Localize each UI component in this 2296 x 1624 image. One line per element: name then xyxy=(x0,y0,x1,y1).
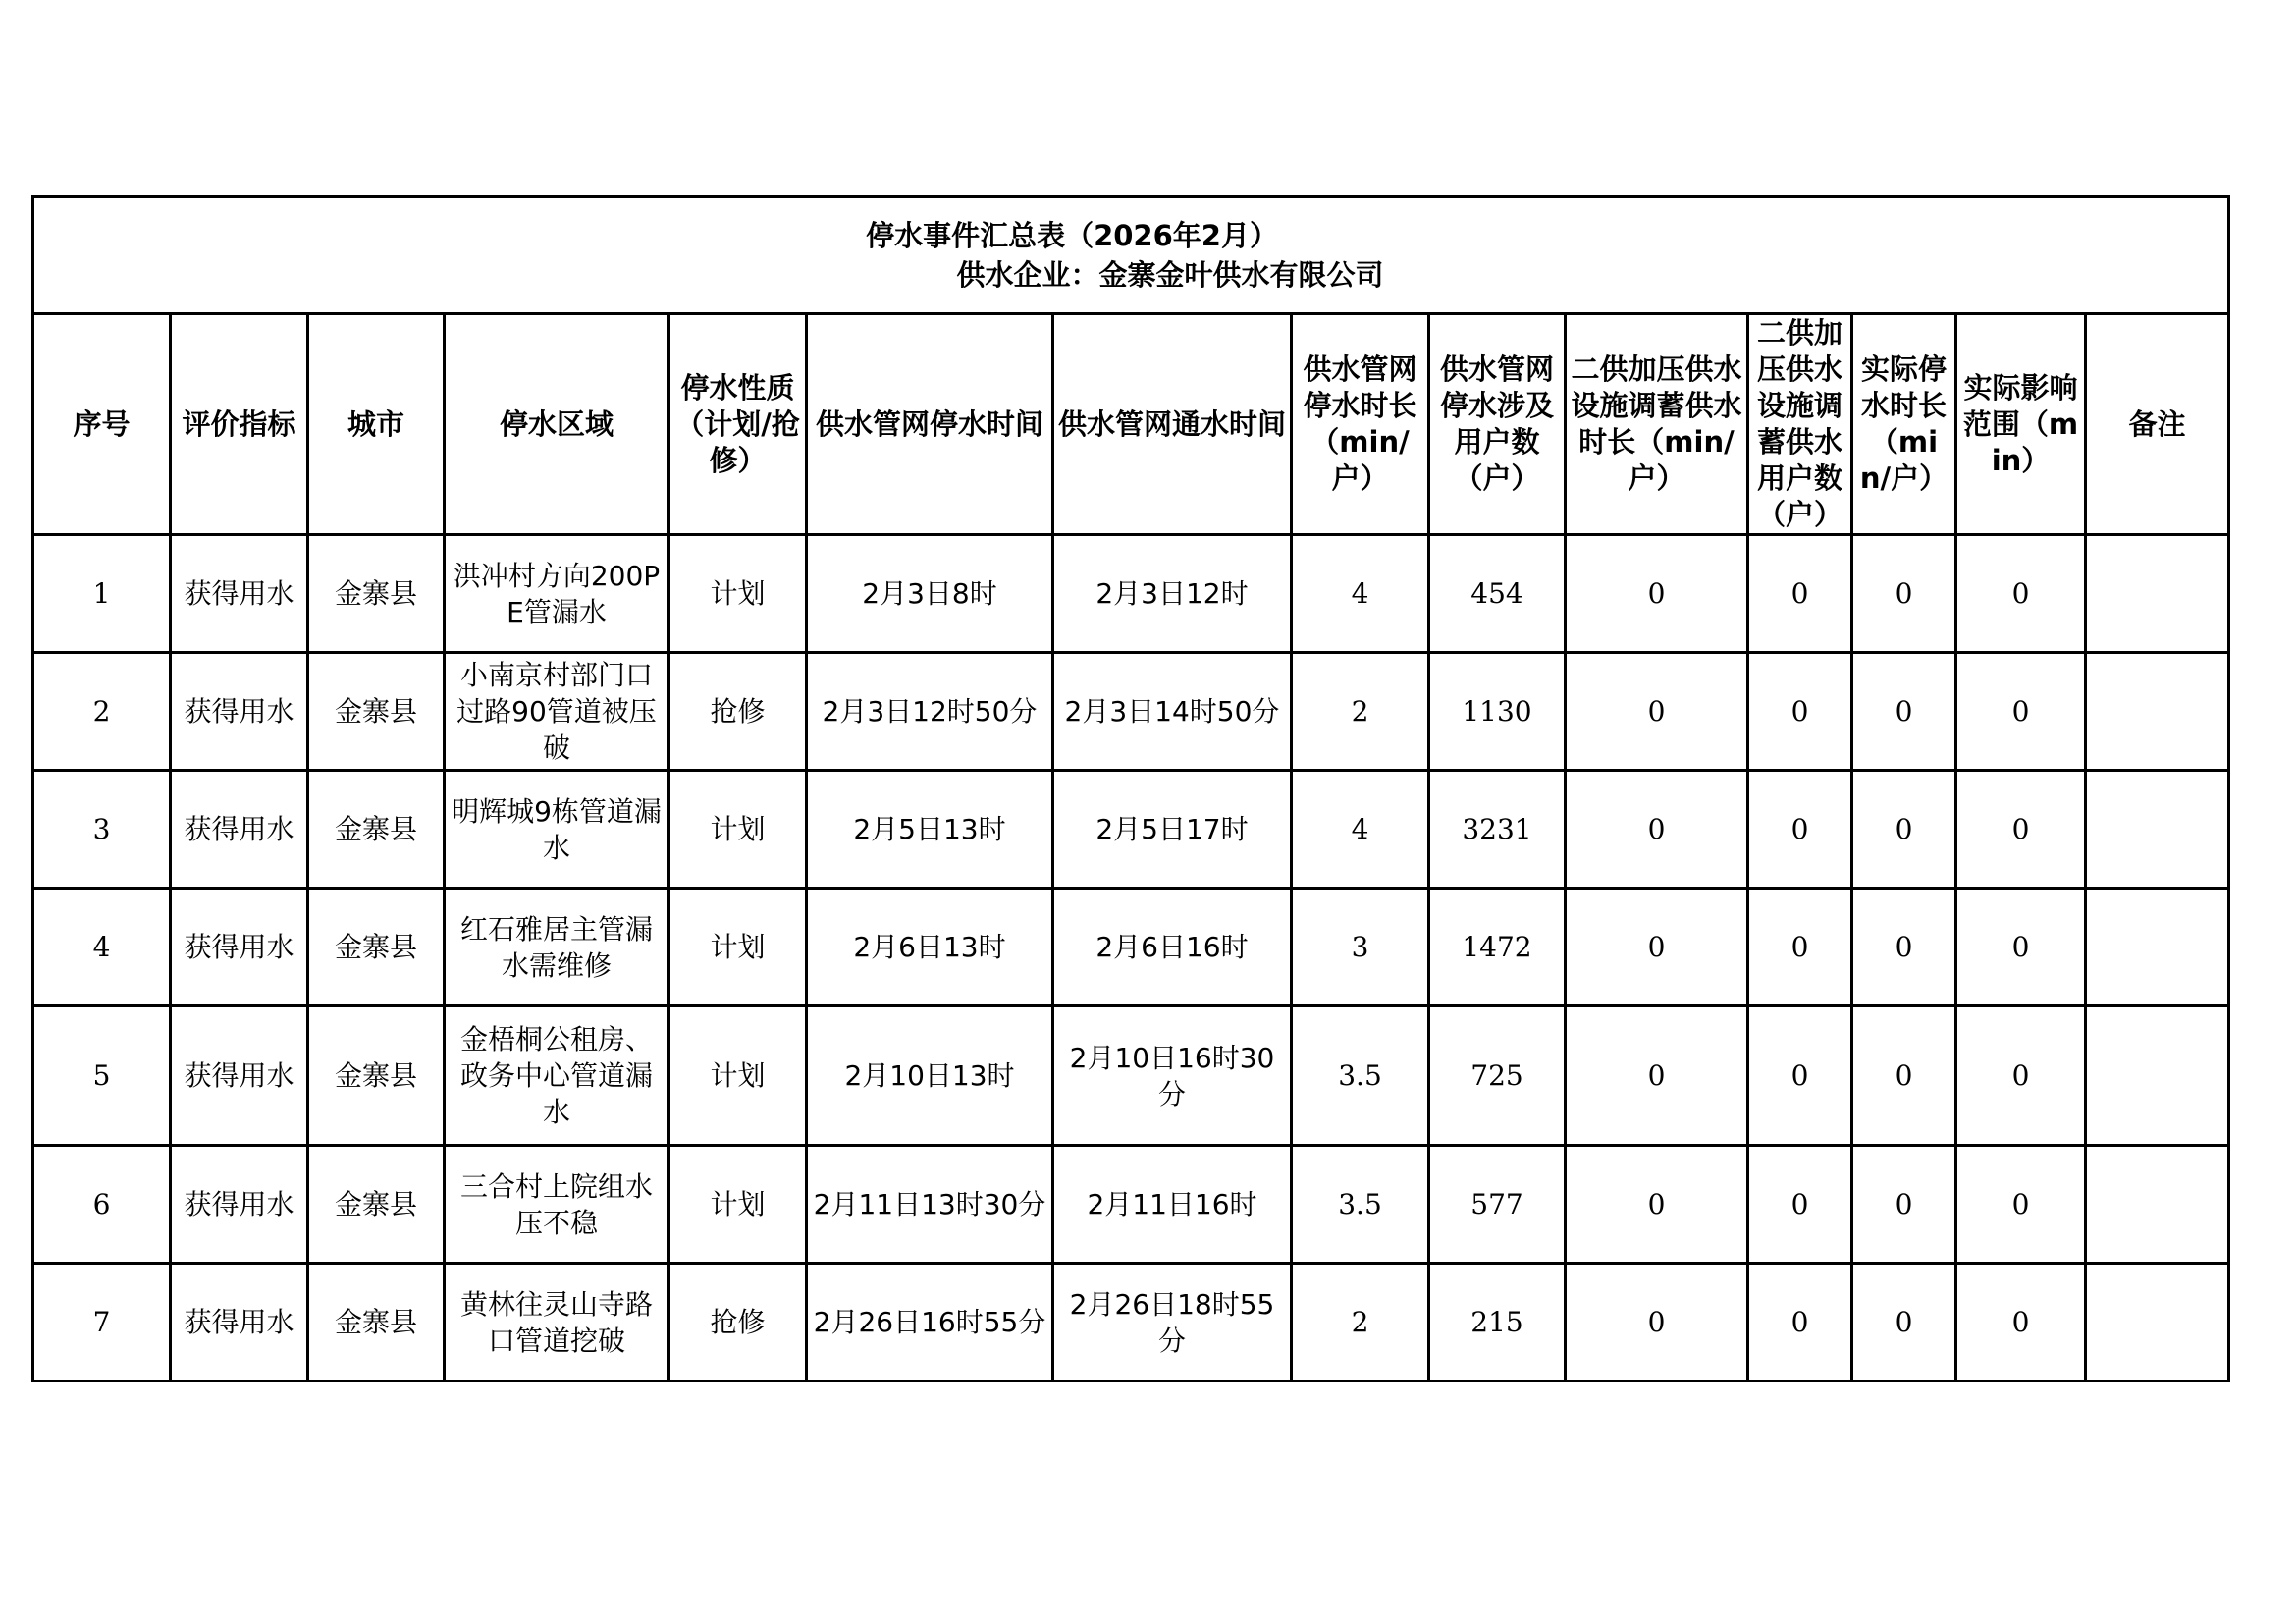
table-cell: 0 xyxy=(1748,653,1852,771)
table-cell: 0 xyxy=(1566,653,1748,771)
table-cell: 抢修 xyxy=(669,653,807,771)
table-row xyxy=(33,771,2229,889)
table-cell: 2月10日13时 xyxy=(807,1006,1053,1146)
table-cell: 洪冲村方向200PE管漏水 xyxy=(445,535,669,653)
table-cell: 725 xyxy=(1429,1006,1566,1146)
table-cell: 2 xyxy=(1292,653,1429,771)
table-cell: 0 xyxy=(1748,1264,1852,1381)
header-cell: 供水管网停水涉及用户数（户） xyxy=(1429,314,1566,535)
table-cell xyxy=(2086,653,2229,771)
table-cell xyxy=(2086,535,2229,653)
table-row xyxy=(33,535,2229,653)
table-cell: 2月3日14时50分 xyxy=(1053,653,1292,771)
header-cell: 二供加压供水设施调蓄供水用户数（户） xyxy=(1748,314,1852,535)
table-cell: 2月3日12时 xyxy=(1053,535,1292,653)
table-cell: 2月11日16时 xyxy=(1053,1146,1292,1264)
table-cell: 2月6日16时 xyxy=(1053,889,1292,1006)
table-cell: 2月11日13时30分 xyxy=(807,1146,1053,1264)
water-outage-summary-table xyxy=(31,195,2230,1382)
table-cell: 计划 xyxy=(669,889,807,1006)
table-cell: 获得用水 xyxy=(171,535,308,653)
table-row xyxy=(33,1264,2229,1381)
table-cell: 2月3日8时 xyxy=(807,535,1053,653)
table-cell: 0 xyxy=(1748,535,1852,653)
header-cell: 备注 xyxy=(2086,314,2229,535)
table-cell: 获得用水 xyxy=(171,653,308,771)
table-cell: 获得用水 xyxy=(171,771,308,889)
table-cell: 4 xyxy=(1292,535,1429,653)
table-cell: 金寨县 xyxy=(308,1264,445,1381)
header-cell: 停水区域 xyxy=(445,314,669,535)
table-cell: 3 xyxy=(1292,889,1429,1006)
header-cell: 供水管网停水时长（min/户） xyxy=(1292,314,1429,535)
table-cell: 1 xyxy=(33,535,171,653)
table-cell: 0 xyxy=(1956,653,2086,771)
table-title-cell xyxy=(33,197,2229,314)
table-cell xyxy=(2086,1006,2229,1146)
table-cell: 3 xyxy=(33,771,171,889)
header-cell: 供水管网通水时间 xyxy=(1053,314,1292,535)
table-cell: 0 xyxy=(1956,1006,2086,1146)
table-cell: 2月6日13时 xyxy=(807,889,1053,1006)
table-subtitle: 供水企业：金寨金叶供水有限公司 xyxy=(956,258,1384,292)
table-row xyxy=(33,1006,2229,1146)
header-cell: 二供加压供水设施调蓄供水时长（min/户） xyxy=(1566,314,1748,535)
table-cell: 2 xyxy=(1292,1264,1429,1381)
table-cell: 金梧桐公租房、政务中心管道漏水 xyxy=(445,1006,669,1146)
table-cell: 0 xyxy=(1852,889,1956,1006)
table-cell: 0 xyxy=(1956,1264,2086,1381)
table-cell: 计划 xyxy=(669,771,807,889)
header-row xyxy=(33,314,2229,535)
table-cell: 计划 xyxy=(669,1006,807,1146)
table-cell: 0 xyxy=(1852,1264,1956,1381)
table-cell: 3.5 xyxy=(1292,1006,1429,1146)
table-cell: 小南京村部门口过路90管道被压破 xyxy=(445,653,669,771)
table-cell: 0 xyxy=(1566,535,1748,653)
table-cell: 获得用水 xyxy=(171,1006,308,1146)
table-cell: 获得用水 xyxy=(171,1264,308,1381)
table-cell: 454 xyxy=(1429,535,1566,653)
table-cell: 获得用水 xyxy=(171,1146,308,1264)
table-cell: 0 xyxy=(1566,771,1748,889)
table-cell: 6 xyxy=(33,1146,171,1264)
table-cell: 红石雅居主管漏水需维修 xyxy=(445,889,669,1006)
header-cell: 实际影响范围（min） xyxy=(1956,314,2086,535)
table-cell: 4 xyxy=(33,889,171,1006)
table-cell: 2月5日13时 xyxy=(807,771,1053,889)
table-cell: 0 xyxy=(1956,771,2086,889)
table-cell: 明辉城9栋管道漏水 xyxy=(445,771,669,889)
table-cell xyxy=(2086,1146,2229,1264)
table-cell: 抢修 xyxy=(669,1264,807,1381)
header-cell: 实际停水时长（min/户） xyxy=(1852,314,1956,535)
table-cell: 0 xyxy=(1852,535,1956,653)
table-row xyxy=(33,889,2229,1006)
table-title: 停水事件汇总表（2026年2月） xyxy=(866,219,1278,252)
table-cell: 577 xyxy=(1429,1146,1566,1264)
table-cell: 0 xyxy=(1748,1146,1852,1264)
table-cell: 0 xyxy=(1748,889,1852,1006)
table-cell: 计划 xyxy=(669,1146,807,1264)
table-cell: 0 xyxy=(1852,1146,1956,1264)
table-cell: 2 xyxy=(33,653,171,771)
table-cell xyxy=(2086,889,2229,1006)
table-cell: 0 xyxy=(1566,1146,1748,1264)
table-cell: 0 xyxy=(1748,1006,1852,1146)
table-cell: 4 xyxy=(1292,771,1429,889)
table-cell: 0 xyxy=(1852,653,1956,771)
table-cell xyxy=(2086,771,2229,889)
table-cell: 获得用水 xyxy=(171,889,308,1006)
table-cell: 计划 xyxy=(669,535,807,653)
table-cell: 2月26日18时55分 xyxy=(1053,1264,1292,1381)
title-row xyxy=(33,197,2229,314)
table-cell: 0 xyxy=(1852,771,1956,889)
table-cell: 0 xyxy=(1566,889,1748,1006)
table-cell: 金寨县 xyxy=(308,1146,445,1264)
table-cell: 3231 xyxy=(1429,771,1566,889)
header-cell: 停水性质（计划/抢修） xyxy=(669,314,807,535)
header-cell: 序号 xyxy=(33,314,171,535)
table-cell: 5 xyxy=(33,1006,171,1146)
table-cell: 0 xyxy=(1956,889,2086,1006)
table-cell: 0 xyxy=(1566,1006,1748,1146)
header-cell: 城市 xyxy=(308,314,445,535)
table-cell: 2月5日17时 xyxy=(1053,771,1292,889)
table-cell: 黄林往灵山寺路口管道挖破 xyxy=(445,1264,669,1381)
table-cell: 2月10日16时30分 xyxy=(1053,1006,1292,1146)
header-cell: 评价指标 xyxy=(171,314,308,535)
table-row xyxy=(33,1146,2229,1264)
header-cell: 供水管网停水时间 xyxy=(807,314,1053,535)
table-cell: 0 xyxy=(1748,771,1852,889)
table-cell: 金寨县 xyxy=(308,889,445,1006)
table-cell: 0 xyxy=(1956,1146,2086,1264)
table-cell xyxy=(2086,1264,2229,1381)
table-cell: 7 xyxy=(33,1264,171,1381)
table-cell: 金寨县 xyxy=(308,653,445,771)
table-row xyxy=(33,653,2229,771)
table-cell: 0 xyxy=(1956,535,2086,653)
table-cell: 1472 xyxy=(1429,889,1566,1006)
table-cell: 金寨县 xyxy=(308,1006,445,1146)
table-cell: 金寨县 xyxy=(308,535,445,653)
table-cell: 1130 xyxy=(1429,653,1566,771)
table-cell: 3.5 xyxy=(1292,1146,1429,1264)
table-cell: 0 xyxy=(1566,1264,1748,1381)
table-cell: 215 xyxy=(1429,1264,1566,1381)
table-cell: 三合村上院组水压不稳 xyxy=(445,1146,669,1264)
table-cell: 金寨县 xyxy=(308,771,445,889)
table-cell: 2月3日12时50分 xyxy=(807,653,1053,771)
table-cell: 2月26日16时55分 xyxy=(807,1264,1053,1381)
table-cell: 0 xyxy=(1852,1006,1956,1146)
